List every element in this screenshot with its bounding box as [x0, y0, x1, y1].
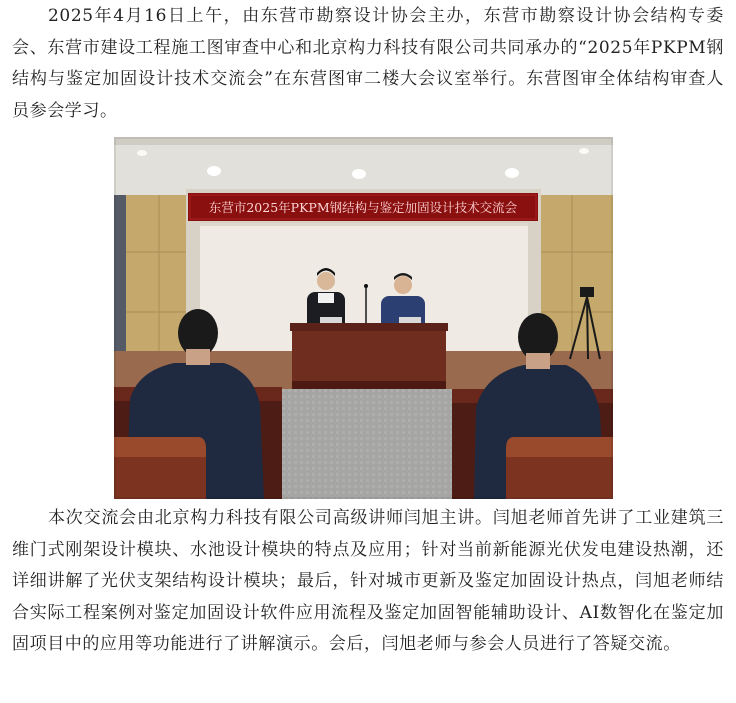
ceiling	[114, 137, 613, 195]
name-card	[320, 317, 342, 324]
ceiling-light	[505, 168, 519, 178]
ceiling-light	[207, 166, 221, 176]
banner-text: 东营市2025年PKPM钢结构与鉴定加固设计技术交流会	[208, 200, 518, 215]
body-paragraph: 本次交流会由北京构力科技有限公司高级讲师闫旭主讲。闫旭老师首先讲了工业建筑三维门式刚架设计模块、水池设计模块的特点及应用；针对当前新能源光伏发电建设热潮，还详细讲解了光伏支架结构设计模块；最后，针对城市更新及鉴定加固设计热点，闫旭老师结合实际工程案例对鉴定加固设计软件应用流程及鉴定加固智能辅助设计、AI数智化在鉴定加固项目中的应用等功能进行了讲解演示。会后，闫旭老师与参会人员进行了答疑交流。	[12, 508, 724, 654]
podium-table	[290, 323, 448, 331]
meeting-photo	[114, 137, 613, 499]
name-card	[399, 317, 421, 324]
camera	[580, 287, 594, 297]
intro-paragraph: 2025年4月16日上午，由东营市勘察设计协会主办，东营市勘察设计协会结构专委会、东营市建设工程施工图审查中心和北京构力科技有限公司共同承办的“2025年PKPM钢结构与鉴定加固设计技术交流会”在东营图审二楼大会议室举行。东营图审全体结构审查人员参会学习。	[12, 6, 724, 121]
ceiling-light	[352, 169, 366, 179]
